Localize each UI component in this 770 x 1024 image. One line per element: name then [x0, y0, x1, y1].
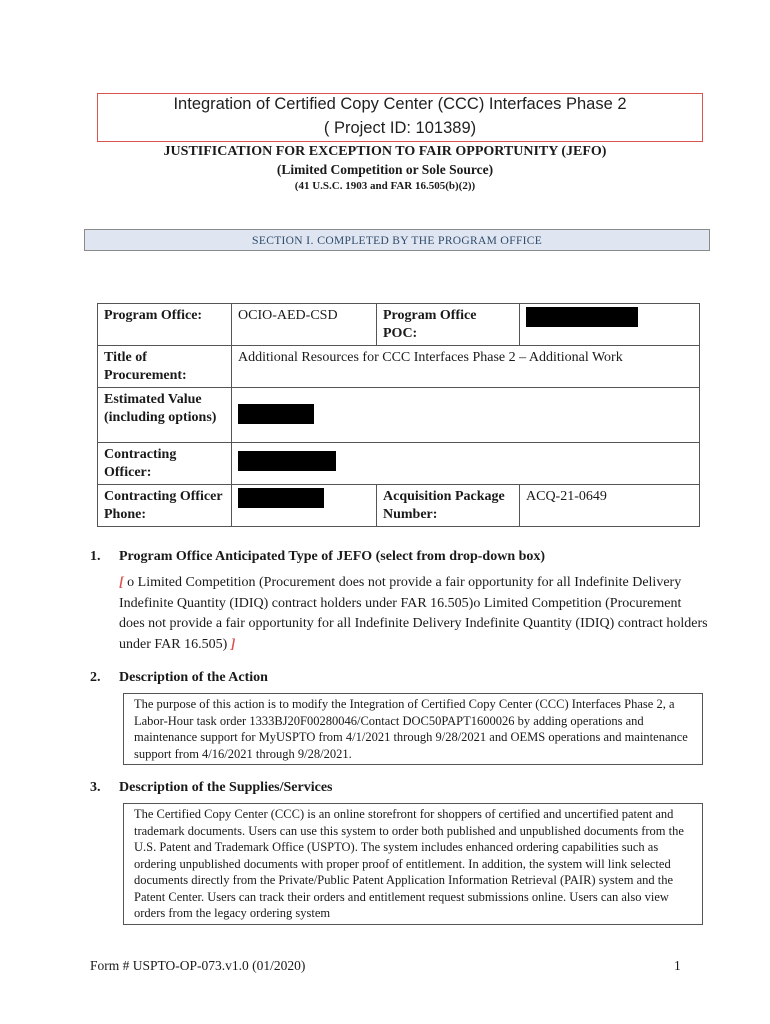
redaction-block [238, 404, 314, 424]
item-number: 1. [90, 549, 101, 564]
jefo-type-selection[interactable]: [ o Limited Competition (Procurement does not provide a fair opportunity for all Indefinite Delivery Indefinite Quantity (IDIQ) contract holders under FAR 16.505)o Limited Competition (Procurement does not provide a fair opportunity for all Indefinite Delivery Indefinite Quantity (IDIQ) contract holders under FAR 16.505) ] [119, 575, 708, 652]
document-title: Integration of Certified Copy Center (CCC) Interfaces Phase 2 [173, 95, 627, 113]
program-info-table [97, 303, 700, 527]
title-of-procurement-value: Additional Resources for CCC Interfaces Phase 2 – Additional Work [232, 346, 700, 388]
jefo-subheading: (Limited Competition or Sole Source) [276, 162, 494, 177]
program-office-label: Program Office: [98, 304, 232, 346]
estimated-value-label: Estimated Value (including options) [98, 388, 232, 443]
supplies-services-heading: Description of the Supplies/Services [119, 780, 333, 795]
jefo-heading: JUSTIFICATION FOR EXCEPTION TO FAIR OPPORTUNITY (JEFO) [163, 144, 607, 159]
form-number: Form # USPTO-OP-073.v1.0 (01/2020) [90, 958, 306, 973]
acquisition-package-label: Acquisition Package Number: [377, 485, 520, 527]
description-of-action-heading: Description of the Action [119, 670, 268, 685]
title-of-procurement-label: Title of Procurement: [98, 346, 232, 388]
contracting-officer-label: Contracting Officer: [98, 443, 232, 485]
contracting-officer-phone-label: Contracting Officer Phone: [98, 485, 232, 527]
program-office-value: OCIO-AED-CSD [232, 304, 377, 346]
contracting-officer-value [232, 443, 700, 485]
redaction-block [238, 451, 336, 471]
program-office-poc-label: Program Office POC: [377, 304, 520, 346]
page-number: 1 [674, 958, 681, 973]
description-of-action-box: The purpose of this action is to modify the Integration of Certified Copy Center (CCC) Interfaces Phase 2, a Labor-Hour task order 1333BJ20F00280046/Contact DOC50PAPT1600026 by adding operations and maintenance support for MyUSPTO from 4/1/2021 through 9/28/2021 and OEMS operations and maintenance support from 4/16/2021 through 9/28/2021. [123, 693, 703, 765]
section-title: SECTION I. COMPLETED BY THE PROGRAM OFFICE [251, 233, 543, 247]
redaction-block [238, 488, 324, 508]
program-office-poc-value [520, 304, 700, 346]
estimated-value-value [232, 388, 700, 443]
legal-citation: (41 U.S.C. 1903 and FAR 16.505(b)(2)) [294, 180, 476, 192]
item-number: 2. [90, 670, 101, 685]
acquisition-package-value: ACQ-21-0649 [520, 485, 700, 527]
contracting-officer-phone-value [232, 485, 377, 527]
item-number: 3. [90, 780, 101, 795]
jefo-type-heading: Program Office Anticipated Type of JEFO (select from drop-down box) [119, 549, 546, 564]
redaction-block [526, 307, 638, 327]
supplies-services-box: The Certified Copy Center (CCC) is an online storefront for shoppers of certified and uncertified patent and trademark documents. Users can use this system to order both published and unpublished documents from the U.S. Patent and Trademark Office (USPTO). The system includes enhanced ordering capabilities such as ordering unpublished documents with proper proof of entitlement. In addition, the system will link selected documents directly from the Private/Public Patent Application Information Retrieval (PAIR) system and the Patent Center. Users can track their orders and entitlement request submissions online. Users can also view orders from the legacy ordering system [123, 803, 703, 925]
project-id: ( Project ID: 101389) [323, 119, 477, 137]
